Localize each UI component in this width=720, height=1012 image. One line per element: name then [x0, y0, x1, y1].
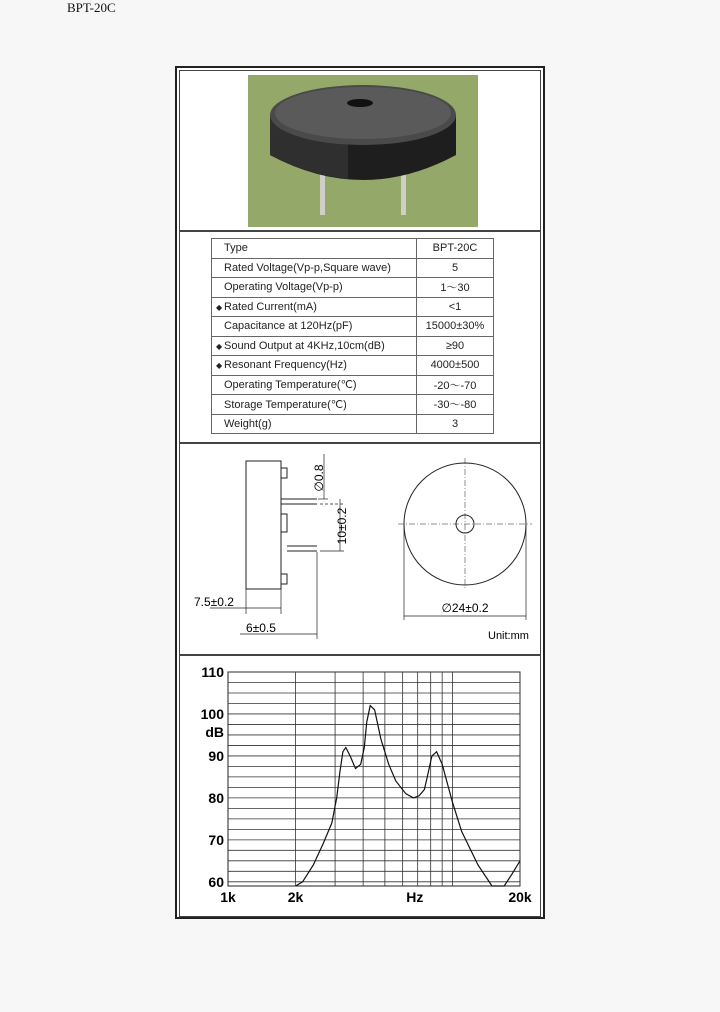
spec-label-text: Capacitance at 120Hz(pF) [224, 320, 353, 333]
diamond-bullet-icon: ◆ [216, 302, 223, 312]
spec-value: ≥90 [417, 336, 494, 356]
x-tick-label: 20k [508, 889, 532, 905]
height-dim-label: 7.5±0.2 [194, 595, 234, 609]
drawing-section [179, 443, 541, 655]
spec-value: 5 [417, 258, 494, 278]
y-tick-label: 80 [208, 789, 224, 806]
spec-value: 15000±30% [417, 317, 494, 337]
spec-row [212, 297, 494, 317]
unit-label: Unit:mm [488, 630, 529, 642]
spec-row [212, 375, 494, 395]
diamond-bullet-icon: ◆ [216, 361, 223, 371]
spec-table [211, 238, 494, 434]
document-title: BPT-20C [67, 0, 116, 15]
spec-row [212, 278, 494, 298]
frequency-response-chart [180, 656, 542, 916]
y-tick-label: 90 [208, 747, 224, 764]
plot-area [228, 672, 520, 886]
spec-label-text: Rated Current(mA) [224, 300, 317, 313]
product-photo [248, 75, 478, 227]
spec-row [212, 395, 494, 415]
y-tick-label: 100 [200, 705, 224, 722]
spec-label [212, 278, 417, 298]
spec-label-text: Rated Voltage(Vp-p,Square wave) [224, 261, 391, 274]
spec-label-text: Operating Voltage(Vp-p) [224, 281, 343, 294]
spec-row [212, 258, 494, 278]
x-axis-label: Hz [406, 889, 424, 905]
spec-value: 4000±500 [417, 356, 494, 376]
diamond-bullet-icon: ◆ [216, 341, 223, 351]
spec-header-label [212, 239, 417, 259]
side-view-body [246, 461, 281, 589]
spec-value: <1 [417, 297, 494, 317]
pin-length-label: 6±0.5 [246, 621, 276, 635]
spec-label [212, 297, 417, 317]
pin-spacing-label: 10±0.2 [335, 507, 349, 545]
spl-series-line [296, 706, 520, 886]
photo-section [179, 70, 541, 231]
spec-label [212, 395, 417, 415]
spec-label-text: Operating Temperature(℃) [224, 379, 357, 392]
spec-section [179, 231, 541, 443]
spec-label [212, 356, 417, 376]
spec-label-text: Weight(g) [224, 417, 272, 430]
spec-value: -30～-80 [417, 395, 494, 415]
header-label-text: Type [224, 242, 248, 255]
spec-label [212, 375, 417, 395]
y-tick-label: 110 [201, 664, 224, 680]
spec-header-row [212, 239, 494, 259]
spec-row [212, 414, 494, 434]
x-tick-label: 2k [287, 889, 304, 905]
y-tick-label: 60 [208, 873, 224, 890]
y-axis-label: dB [205, 723, 224, 740]
diameter-dim-label: ∅24±0.2 [441, 601, 489, 615]
spec-header-value: BPT-20C [417, 239, 494, 259]
piezo-buzzer-icon [248, 75, 478, 227]
spec-row [212, 356, 494, 376]
spec-label [212, 258, 417, 278]
x-tick-label: 1k [220, 889, 236, 905]
datasheet-frame [175, 66, 545, 919]
spec-value: -20～-70 [417, 375, 494, 395]
spec-row [212, 336, 494, 356]
spec-label-text: Sound Output at 4KHz,10cm(dB) [224, 339, 385, 352]
spec-value: 1～30 [417, 278, 494, 298]
y-tick-label: 70 [208, 831, 224, 848]
pin-diameter-label: ∅0.8 [312, 464, 326, 492]
chart-section [179, 655, 541, 917]
spec-value: 3 [417, 414, 494, 434]
spec-row [212, 317, 494, 337]
spec-label-text: Storage Temperature(℃) [224, 398, 347, 411]
dimension-drawing [180, 444, 542, 654]
spec-label [212, 414, 417, 434]
spec-label-text: Resonant Frequency(Hz) [224, 359, 347, 372]
spec-label [212, 336, 417, 356]
spec-label [212, 317, 417, 337]
